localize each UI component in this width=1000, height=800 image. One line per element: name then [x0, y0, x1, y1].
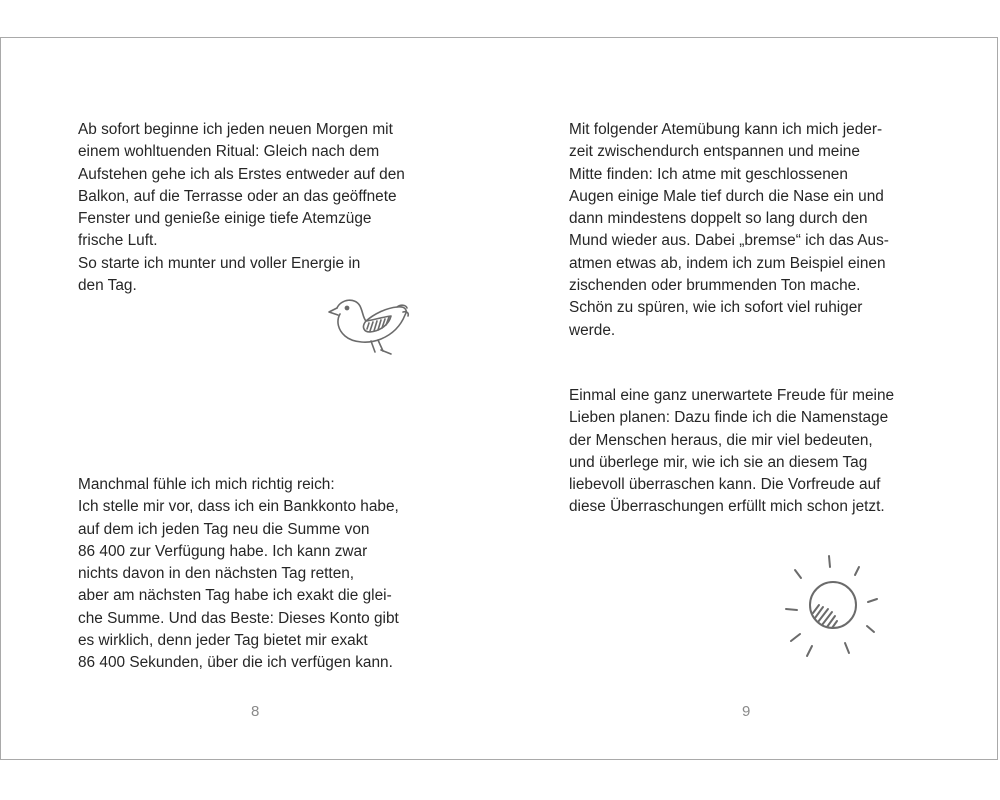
book-spread — [0, 37, 998, 760]
sun-icon — [783, 553, 887, 659]
page-number-left: 8 — [251, 703, 260, 720]
right-page-paragraph-1: Mit folgender Atemübung kann ich mich jeder- zeit zwischendurch entspannen und meine Mitte finden: Ich atme mit geschlossenen Augen einige Male tief durch die Nase ein und dann mindestens doppelt so lang durch den Mund wieder aus. Dabei „bremse“ ich das Aus- atmen etwas ab, indem ich zum Beispiel einen zischenden oder brummenden Ton mache. Schön zu spüren, wie ich sofort viel ruhiger werde. — [569, 121, 889, 339]
bird-icon — [323, 294, 413, 358]
right-page-paragraph-2: Einmal eine ganz unerwartete Freude für meine Lieben planen: Dazu finde ich die Namenstage der Menschen heraus, die mir viel bedeuten, und überlege mir, wie ich sie an diesem Tag liebevoll überraschen kann. Die Vorfreude auf diese Überraschungen erfüllt mich schon jetzt. — [569, 387, 895, 516]
left-page-paragraph-2: Manchmal fühle ich mich richtig reich: Ich stelle mir vor, dass ich ein Bankkonto habe, auf dem ich jeden Tag neu die Summe von 86 400 zur Verfügung habe. Ich kann zwar nichts davon in den nächsten Tag retten, aber am nächsten Tag habe ich exakt die glei- che Summe. Und das Beste: Dieses Konto gibt es wirklich, denn jeder Tag bietet mir exakt 86 400 Sekunden, über die ich verfügen kann. — [78, 476, 399, 672]
page-number-right: 9 — [742, 703, 751, 720]
left-page-paragraph-1: Ab sofort beginne ich jeden neuen Morgen mit einem wohltuenden Ritual: Gleich nach dem Aufstehen gehe ich als Erstes entweder auf den Balkon, auf die Terrasse oder an das geöffnete Fenster und genieße einige tiefe Atemzüge frische Luft. So starte ich munter und voller Energie in den Tag. — [78, 121, 405, 295]
